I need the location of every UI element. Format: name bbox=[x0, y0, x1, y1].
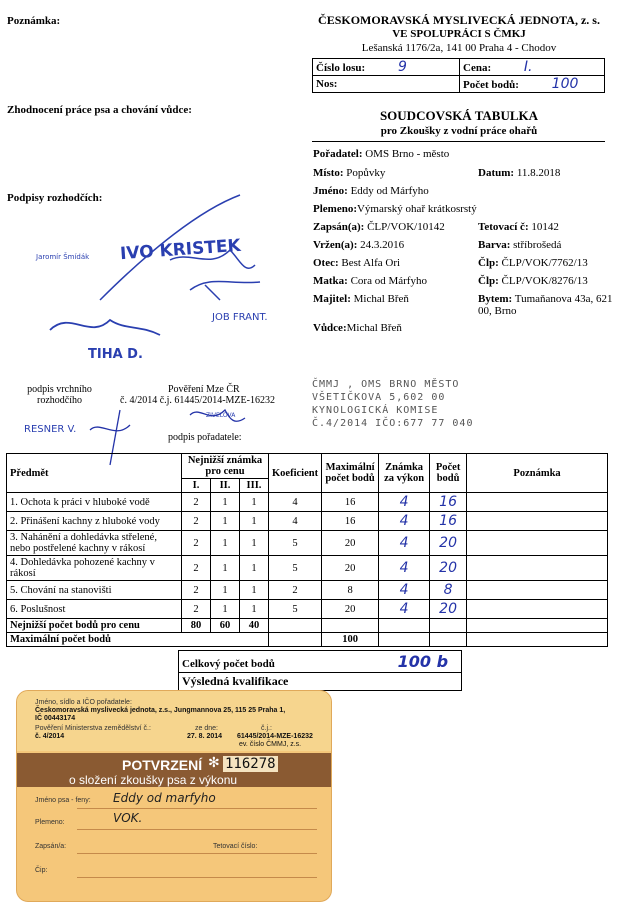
oms-stamp: ČMMJ , OMS BRNO MĚSTO VŠETIČKOVA 5,602 00 KYNOLOGICKÁ KOMISE Č.4/2014 IČO:677 77 040 bbox=[312, 379, 474, 429]
podpisy-label: Podpisy rozhodčích: bbox=[7, 192, 103, 204]
card-value-poradatel-b: IČ 00443174 bbox=[35, 715, 76, 722]
vudce-row: Vůdce:Michal Břeň bbox=[313, 322, 402, 334]
card-label-cip: Čip: bbox=[35, 867, 48, 874]
table-row: 5. Chování na stanovišti 2 1 1 2 8 4 8 bbox=[7, 581, 608, 600]
card-label-tetovaci: Tetovací číslo: bbox=[213, 843, 258, 850]
title-rule bbox=[312, 141, 605, 142]
celkovy-value: 100 b bbox=[397, 652, 449, 671]
card-value-jmeno: Eddy od marfyho bbox=[113, 791, 216, 805]
poradatel-row: Pořadatel: OMS Brno - město bbox=[313, 148, 450, 160]
card-line-jmeno bbox=[77, 808, 317, 809]
pocet-bodu-label: Počet bodů: bbox=[463, 79, 519, 91]
matka-row: Matka: Cora od Márfyho bbox=[313, 275, 427, 287]
podpis-vrchniho: podpis vrchního rozhodčího bbox=[27, 384, 92, 406]
card-label-plemeno: Plemeno: bbox=[35, 819, 65, 826]
th-III: III. bbox=[240, 479, 269, 493]
table-row: 4. Dohledávka pohozené kachny v rákosí 2 1 1 5 20 4 20 bbox=[7, 556, 608, 581]
card-value-poradatel-a: Českomoravská myslivecká jednota, z.s., Jungmannova 25, 115 25 Praha 1, bbox=[35, 707, 286, 714]
scoring-table bbox=[6, 453, 608, 647]
card-value-cj: 61445/2014-MZE-16232 bbox=[237, 733, 313, 740]
table-row: 3. Nahánění a dohledávka střelené, nebo postřelené kachny v rákosí 2 1 1 5 20 4 20 bbox=[7, 531, 608, 556]
poznamka-label: Poznámka: bbox=[7, 15, 61, 27]
vrzen-row: Vržen(a): 24.3.2016 bbox=[313, 239, 405, 251]
nejnizsi-row: Nejnižší počet bodů pro cenu 80 60 40 bbox=[7, 619, 608, 633]
card-number: 116278 bbox=[225, 756, 276, 772]
cena-label: Cena: bbox=[463, 62, 492, 74]
pocet-bodu-value: 100 bbox=[551, 76, 579, 92]
card-subtitle: o složení zkoušky psa z výkonu bbox=[69, 773, 238, 787]
cislo-losu-label: Číslo losu: bbox=[316, 62, 366, 74]
otec-row: Otec: Best Alfa Ori bbox=[313, 257, 401, 269]
card-line-zapsan bbox=[77, 853, 317, 854]
card-value-ze-dne: 27. 8. 2014 bbox=[187, 733, 223, 740]
card-value-plemeno: VOK. bbox=[113, 811, 143, 825]
org-cooperation: VE SPOLUPRÁCI S ČMKJ bbox=[392, 28, 526, 40]
clp1-row: Člp: ČLP/VOK/7762/13 bbox=[478, 257, 588, 269]
signature-stamp-2: IVO KRISTEK bbox=[119, 235, 242, 265]
clp2-row: Člp: ČLP/VOK/8276/13 bbox=[478, 275, 588, 287]
table-row: 1. Ochota k práci v hluboké vodě 2 1 1 4 16 4 16 bbox=[7, 493, 608, 512]
podpis-poradatele: podpis pořadatele: bbox=[168, 432, 242, 443]
asterisk-icon: ✻ bbox=[208, 756, 220, 771]
signature-stamp-3: JOB FRANT. bbox=[212, 312, 268, 323]
celkovy-label: Celkový počet bodů 100 b bbox=[179, 651, 462, 673]
cena-value: I. bbox=[523, 59, 533, 75]
card-label-poradatel: Jméno, sídlo a IČO pořadatele: bbox=[35, 699, 132, 706]
card-line-cip bbox=[77, 877, 317, 878]
zhodnoceni-label: Zhodnocení práce psa a chování vůdce: bbox=[7, 104, 192, 116]
maximalni-row: Maximální počet bodů 100 bbox=[7, 633, 608, 647]
vysledna-label: Výsledná kvalifikace bbox=[179, 673, 462, 691]
cislo-losu-value: 9 bbox=[397, 59, 407, 75]
th-I: I. bbox=[182, 479, 211, 493]
th-nejnizsi: Nejnižší známka pro cenu bbox=[182, 454, 269, 479]
page-subtitle: pro Zkoušky z vodní práce ohařů bbox=[380, 125, 538, 137]
certificate-card bbox=[16, 690, 332, 902]
bytem-row: Bytem: Tumaňanova 43a, 621 00, Brno bbox=[478, 293, 613, 317]
nos-label: Nos: bbox=[316, 78, 338, 90]
th-II: II. bbox=[211, 479, 240, 493]
th-predmet: Předmět bbox=[7, 454, 182, 493]
card-label-povereni: Pověření Ministerstva zemědělství č.: bbox=[35, 725, 151, 732]
barva-row: Barva: stříbrošedá bbox=[478, 239, 562, 251]
th-znamka: Známka za výkon bbox=[379, 454, 430, 493]
datum-row: Datum: 11.8.2018 bbox=[478, 167, 561, 179]
signature-stamp-5: RESNER V. bbox=[24, 424, 77, 435]
org-name: ČESKOMORAVSKÁ MYSLIVECKÁ JEDNOTA, z. s. bbox=[318, 13, 600, 27]
th-maximalni: Maximální počet bodů bbox=[322, 454, 379, 493]
judge-signatures bbox=[30, 190, 290, 370]
header-table bbox=[312, 58, 605, 93]
majitel-row: Majitel: Michal Břeň bbox=[313, 293, 409, 305]
org-address: Lešanská 1176/2a, 141 00 Praha 4 - Chodov bbox=[361, 42, 557, 54]
card-value-povereni: č. 4/2014 bbox=[35, 733, 65, 740]
signature-stamp-6: ZIVELOVA bbox=[206, 412, 236, 419]
card-line-plemeno bbox=[77, 829, 317, 830]
jmeno-row: Jméno: Eddy od Márfyho bbox=[313, 185, 429, 197]
signature-stamp-1: Jaromír Šmídák bbox=[36, 253, 90, 261]
zapsan-row: Zapsán(a): ČLP/VOK/10142 bbox=[313, 221, 445, 233]
page-title: SOUDCOVSKÁ TABULKA bbox=[379, 108, 539, 123]
card-label-zapsan: Zapsán/a: bbox=[35, 843, 67, 850]
th-poznamka: Poznámka bbox=[467, 454, 608, 493]
table-row: 2. Přinášení kachny z hluboké vody 2 1 1 4 16 4 16 bbox=[7, 512, 608, 531]
card-label-ze-dne: ze dne: bbox=[195, 725, 218, 732]
table-row: 6. Poslušnost 2 1 1 5 20 4 20 bbox=[7, 600, 608, 619]
misto-row: Místo: Popůvky bbox=[313, 167, 386, 179]
card-label-cj: č.j.: bbox=[261, 725, 272, 732]
card-ev-cislo: ev. číslo ČMMJ, z.s. bbox=[239, 741, 302, 748]
th-pocet: Počet bodů bbox=[430, 454, 467, 493]
signature-stamp-4: TIHA D. bbox=[88, 347, 143, 362]
th-koeficient: Koeficient bbox=[269, 454, 322, 493]
totals-table bbox=[178, 650, 462, 691]
plemeno-row: Plemeno:Výmarský ohař krátkosrstý bbox=[313, 203, 477, 215]
card-label-jmeno: Jméno psa - feny: bbox=[35, 797, 91, 804]
tetovaci-row: Tetovací č: 10142 bbox=[478, 221, 559, 233]
card-title: POTVRZENÍ bbox=[122, 757, 203, 773]
povereni-mze: Pověření Mze ČR č. 4/2014 č.j. 61445/2014-MZE-16232 bbox=[120, 384, 275, 406]
